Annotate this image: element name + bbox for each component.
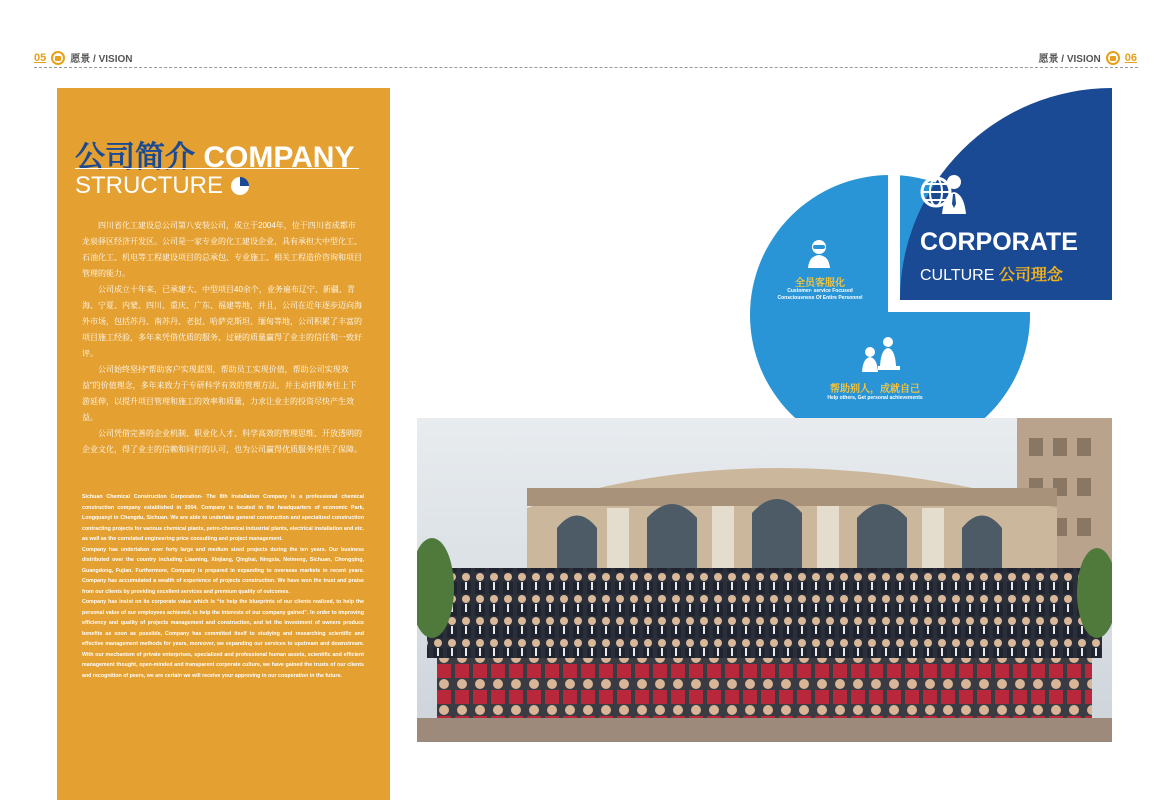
divider-gap xyxy=(888,300,1030,312)
right-page-header xyxy=(1039,50,1137,65)
en-paragraph: Company has insist on its corporate value which is “to help the blueprints of our clients realized, to help the personal value of our employees achieved, to help the interests of our company gained”. In order to improving efficiency and quality of projects management and construction, and let the investment of owners produce benefits as soon as possible, Company has committed itself to studying and researching scientific and effective management methods for years, moreover, we expanding our services to upstream and downstream. With our mechanism of private enterprises, specialized and professional human assets, scientific and efficient management thought, open-minded and transparent corporate culture, we have gained the trusts of our clients and recognition of peers, we are certain we will receive your approving in our cooperation in the future. xyxy=(82,599,364,679)
header-divider xyxy=(34,67,1138,68)
right-header-label: 愿景 / VISION xyxy=(1038,54,1101,65)
folder-icon xyxy=(51,51,65,65)
intro-subtitle-row xyxy=(75,172,249,200)
right-page-number: 06 xyxy=(1124,51,1137,64)
intro-subtitle: STRUCTURE xyxy=(75,172,223,199)
intro-en-text xyxy=(82,492,364,681)
folder-icon xyxy=(1106,51,1120,65)
culture-subtitle-en: CULTURE xyxy=(920,267,995,284)
culture-item2-en: Help others, Get personal achievements xyxy=(827,395,923,401)
culture-item1-en-line2: Consciousness Of Entire Personnel xyxy=(777,295,863,301)
intro-panel xyxy=(57,88,390,800)
intro-title-en: COMPANY xyxy=(203,141,355,174)
pie-chart-icon xyxy=(231,177,249,195)
customer-service-icon xyxy=(805,238,833,268)
company-group-photo xyxy=(417,418,1112,742)
intro-title xyxy=(75,132,354,176)
cn-paragraph: 公司始终坚持“帮助客户实现蓝图，帮助员工实现价值，帮助公司实现效益”的价值理念，多年来致力于专研科学有效的管理方法，并主动将服务往上下游延伸，以提升项目管理和施工的效率和质量，力求让业主的投资尽快产生效益。 xyxy=(82,365,357,422)
cn-paragraph: 四川省化工建设总公司第八安装公司，成立于2004年，位于四川省成都市龙泉驿区经济开发区。公司是一家专业的化工建设企业，具有承担大中型化工、石油化工、机电等工程建设项目的总承包、专业施工、相关工程造价咨询和项目管理的能力。 xyxy=(82,221,362,278)
en-paragraph: Company has undertaken over forty large and medium sized projects during the ten years. Our business distributed over the country including Liaoning, Xinjiang, Qinghai, Ningxia, Neimeng, Sichuan, Chongqing, Guangdong, Fujian. Furthermore, Company is prepared in expanding to overseas markets in recent years. Company has accumulated a wealth of experience of projects construction. We have won the trust and praise from our clients by providing excellent services and premium quality of outcomes. xyxy=(82,546,364,595)
culture-item2-title: 帮助别人，成就自己 xyxy=(830,384,920,395)
culture-item1-en xyxy=(745,288,895,302)
left-header-label: 愿景 / VISION xyxy=(70,54,133,65)
divider-gap xyxy=(888,165,900,300)
globe-person-icon xyxy=(918,168,966,216)
left-page-header xyxy=(34,50,132,65)
culture-item1-title: 全员客服化 xyxy=(795,278,845,289)
left-page-number: 05 xyxy=(34,51,47,64)
en-paragraph: Sichuan Chemical Construction Corporation- The 8th Installation Company is a professional chemical construction company established in 2004. Company is located in the headquarters of economic Park, Longquanyi in Chengdu, Sichuan. We are able to undertake general construction and specialized construction contracting projects for various chemical plants, petro-chemical industrial plants, electrical installation and etc. as well as the correlated engineering price consulting and project management. xyxy=(82,494,364,542)
helping-people-icon xyxy=(860,336,902,372)
culture-title: CORPORATE xyxy=(920,228,1078,256)
cn-paragraph: 公司成立十年来，已承建大、中型项目40余个，业务遍布辽宁、新疆、青海、宁夏、内蒙、四川、重庆、广东、福建等地，并且，公司在近年逐步迈向海外市场，包括苏丹、南苏丹、老挝、哈萨克斯坦、缅甸等地，公司积累了丰富的项目施工经验，多年来凭借优质的服务、过硬的质量赢得了业主的信任和一致好评。 xyxy=(82,285,362,358)
intro-cn-text xyxy=(82,218,362,458)
intro-title-cn: 公司简介 xyxy=(75,141,195,174)
cn-paragraph: 公司凭借完善的企业机制、职业化人才、科学高效的管理思维、开放透明的企业文化，得了业主的信赖和同行的认可，也为公司赢得优质服务提供了保障。 xyxy=(82,429,362,454)
culture-subtitle xyxy=(920,262,1063,285)
title-rule xyxy=(75,168,359,169)
culture-item1-en-line1: Customer- service Focused xyxy=(787,288,853,294)
culture-subtitle-cn: 公司理念 xyxy=(998,267,1063,284)
